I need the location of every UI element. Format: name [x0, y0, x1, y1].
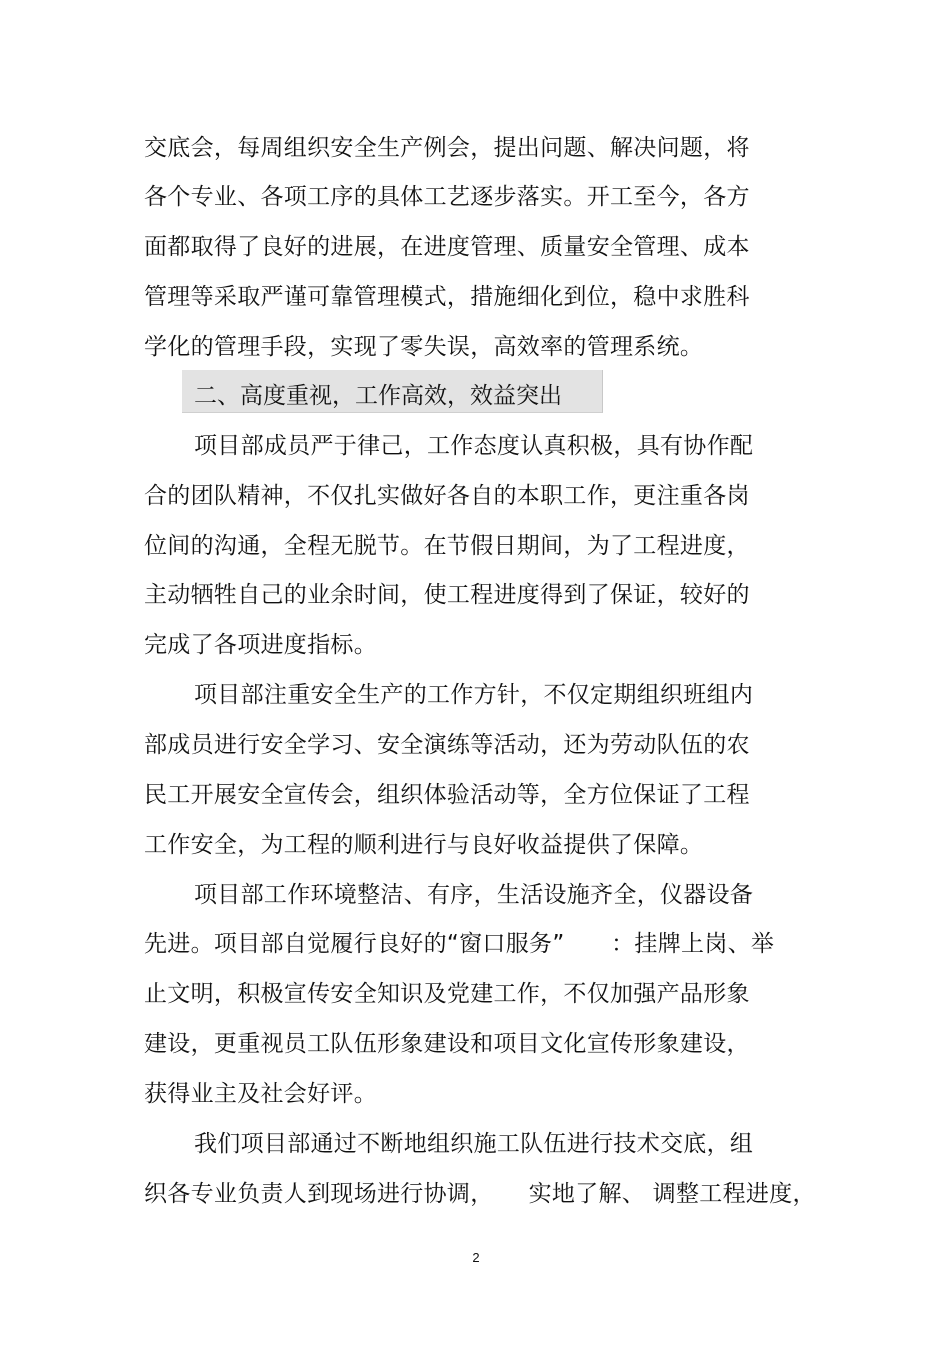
body-text-line: 织各专业负责人到现场进行协调， 实地了解、 调整工程进度，	[144, 1181, 816, 1207]
body-text-line: 交底会，每周组织安全生产例会，提出问题、解决问题，将	[144, 135, 750, 161]
body-text-line: 民工开展安全宣传会，组织体验活动等，全方位保证了工程	[144, 782, 750, 808]
body-text-line: 工作安全，为工程的顺利进行与良好收益提供了保障。	[144, 832, 704, 858]
body-text-line: 建设，更重视员工队伍形象建设和项目文化宣传形象建设，	[144, 1031, 750, 1057]
body-text-line: 完成了各项进度指标。	[144, 632, 377, 658]
body-text-line: 位间的沟通，全程无脱节。在节假日期间，为了工程进度，	[144, 533, 750, 559]
body-text-line: 部成员进行安全学习、安全演练等活动，还为劳动队伍的农	[144, 732, 750, 758]
section-heading: 二、高度重视，工作高效，效益突出	[194, 383, 562, 409]
body-text-line: 各个专业、各项工序的具体工艺逐步落实。开工至今，各方	[144, 184, 750, 210]
body-text-line: 先进。项目部自觉履行良好的“窗口服务” ：挂牌上岗、举	[144, 931, 775, 957]
body-text-line: 学化的管理手段，实现了零失误，高效率的管理系统。	[144, 334, 704, 360]
body-text-line: 止文明，积极宣传安全知识及党建工作，不仅加强产品形象	[144, 981, 750, 1007]
body-text-line: 我们项目部通过不断地组织施工队伍进行技术交底，组	[194, 1131, 754, 1157]
page-number: 2	[472, 1250, 480, 1265]
body-text-line: 面都取得了良好的进展，在进度管理、质量安全管理、成本	[144, 234, 750, 260]
body-text-line: 项目部注重安全生产的工作方针，不仅定期组织班组内	[194, 682, 754, 708]
body-text-line: 获得业主及社会好评。	[144, 1081, 377, 1107]
body-text-line: 项目部工作环境整洁、有序，生活设施齐全，仪器设备	[194, 882, 754, 908]
body-text-line: 项目部成员严于律己，工作态度认真积极，具有协作配	[194, 433, 754, 459]
body-text-line: 主动牺牲自己的业余时间，使工程进度得到了保证，较好的	[144, 582, 750, 608]
body-text-line: 合的团队精神，不仅扎实做好各自的本职工作，更注重各岗	[144, 483, 750, 509]
body-text-line: 管理等采取严谨可靠管理模式，措施细化到位，稳中求胜科	[144, 284, 750, 310]
